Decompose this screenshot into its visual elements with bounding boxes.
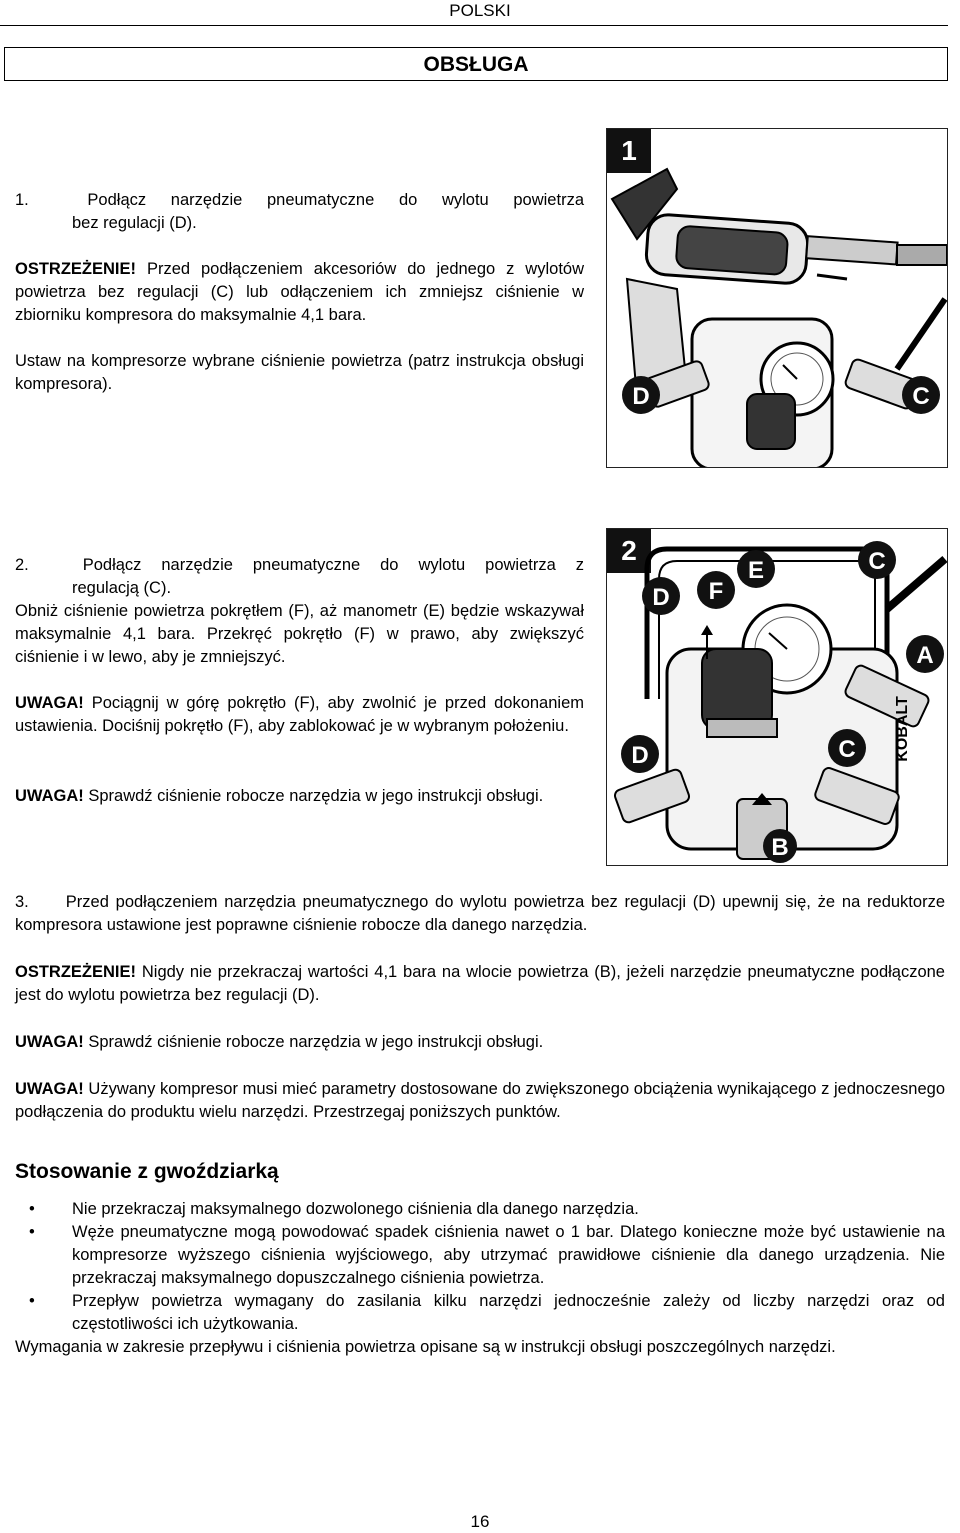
figure-2 — [606, 528, 948, 866]
step2-note2 — [15, 785, 584, 808]
step2-line2: regulacją (C). — [72, 579, 172, 597]
step3-note2-label: UWAGA! — [15, 1080, 84, 1098]
figure-2-label-c-bottom — [828, 729, 866, 767]
bullet-icon: • — [29, 1200, 35, 1218]
nailer-bullet-3 — [15, 1290, 945, 1336]
figure-2-label-d-top — [642, 577, 680, 615]
svg-text:D: D — [631, 742, 649, 769]
bullet-icon: • — [29, 1292, 35, 1310]
step1-line1-text: Podłącz narzędzie pneumatyczne do wylotu powietrza — [87, 191, 584, 209]
step1-block — [15, 189, 584, 235]
svg-text:C: C — [868, 548, 886, 575]
bullet-icon: • — [29, 1223, 35, 1241]
figure-2-label-a — [906, 635, 944, 673]
svg-text:D: D — [632, 383, 650, 410]
svg-text:C: C — [838, 736, 856, 763]
step3-warning-label: OSTRZEŻENIE! — [15, 963, 137, 981]
svg-text:F: F — [708, 578, 724, 605]
nailer-bullets — [15, 1198, 945, 1359]
step3-warning — [15, 961, 945, 1007]
step3-note2 — [15, 1078, 945, 1124]
step3-note1-text: Sprawdź ciśnienie robocze narzędzia w jego instrukcji obsługi. — [88, 1033, 544, 1051]
step3-note1 — [15, 1031, 945, 1054]
step1-instruction: Ustaw na kompresorze wybrane ciśnienie powietrza (patrz instrukcja obsługi kompresora). — [15, 352, 584, 393]
step1-line1 — [15, 189, 584, 212]
nailer-bullet-1 — [15, 1198, 945, 1221]
step2-note2-label: UWAGA! — [15, 787, 84, 805]
svg-text:A: A — [916, 642, 934, 669]
svg-text:E: E — [747, 557, 765, 584]
nailer-bullet-2-text: Węże pneumatyczne mogą powodować spadek ciśnienia nawet o 1 bar. Dlatego konieczne może być ustawienie na kompresorze wyższego ciśnienia wyjściowego, aby utrzymać prawidłowe ciśnienie dla danego urządzenia. Nie przekraczaj maksymalnego dopuszczalnego ciśnienia powietrza. — [72, 1223, 945, 1287]
figure-1-label-d — [622, 376, 660, 414]
figure-1-number: 1 — [607, 129, 651, 173]
step2-note1 — [15, 692, 584, 738]
step2-text: Obniż ciśnienie powietrza pokrętłem (F), aż manometr (E) będzie wskazywał maksymalnie 4,1 bara. Przekręć pokrętło (F) w prawo, aby zwiększyć ciśnienie i w lewo, aby je zmniejszyć. — [15, 602, 584, 666]
step2-note1-label: UWAGA! — [15, 694, 84, 712]
figure-2-number: 2 — [607, 529, 651, 573]
figure-2-label-b — [763, 829, 797, 863]
figure-1 — [606, 128, 948, 468]
step1-number: 1. — [15, 191, 29, 209]
figure-1-label-c — [902, 376, 940, 414]
figure-2-brand: KOBALT — [894, 696, 911, 762]
step2-note2-text: Sprawdź ciśnienie robocze narzędzia w jego instrukcji obsługi. — [88, 787, 544, 805]
nailer-bullet-1-text: Nie przekraczaj maksymalnego dozwolonego ciśnienia dla danego narzędzia. — [72, 1200, 639, 1218]
figure-2-label-c-top — [858, 541, 896, 579]
step1-line2: bez regulacji (D). — [72, 214, 197, 232]
step1-warning-text: Przed podłączeniem akcesoriów do jednego z wylotów powietrza bez regulacji (C) lub odłączeniem ich zmniejsz ciśnienie w zbiorniku kompresora do maksymalnie 4,1 bara. — [15, 260, 584, 324]
step3-note1-label: UWAGA! — [15, 1033, 84, 1051]
step3-text: Przed podłączeniem narzędzia pneumatycznego do wylotu powietrza bez regulacji (D) upewnij się, że na reduktorze kompresora ustawione jest poprawne ciśnienie robocze dla danego narzędzia. — [15, 893, 945, 934]
step3-note2-text: Używany kompresor musi mieć parametry dostosowane do zwiększonego obciążenia wynikającego z jednoczesnego podłączenia do produktu wielu narzędzi. Przestrzegaj poniższych punktów. — [15, 1080, 945, 1121]
nailer-bullet-2 — [15, 1221, 945, 1290]
nailer-closing: Wymagania w zakresie przepływu i ciśnienia powietrza opisane są w instrukcji obsługi poszczególnych narzędzi. — [15, 1338, 836, 1356]
step2-note1-text: Pociągnij w górę pokrętło (F), aby zwolnić je przed dokonaniem ustawienia. Dociśnij pokrętło (F), aby zablokować je w wybranym położeniu. — [15, 694, 584, 735]
svg-text:C: C — [912, 383, 930, 410]
page-number: 16 — [470, 1512, 490, 1531]
step3-warning-text: Nigdy nie przekraczaj wartości 4,1 bara na wlocie powietrza (B), jeżeli narzędzie pneumatyczne podłączone jest do wylotu powietrza bez regulacji (D). — [15, 963, 945, 1004]
nailer-bullet-3-text: Przepływ powietrza wymagany do zasilania kilku narzędzi jednocześnie zależy od liczby narzędzi oraz od częstotliwości ich użytkowania. — [72, 1292, 945, 1333]
step3-block — [15, 891, 945, 937]
svg-text:D: D — [652, 584, 670, 611]
section-title: OBSŁUGA — [4, 47, 948, 81]
step2-block — [15, 554, 584, 600]
step1-warning — [15, 258, 584, 327]
step3-number: 3. — [15, 893, 29, 911]
nailer-heading: Stosowanie z gwoździarką — [15, 1160, 279, 1183]
step2-line1 — [15, 554, 584, 577]
header-rule — [0, 25, 948, 26]
figure-2-label-e — [737, 550, 775, 588]
language-label: POLSKI — [449, 1, 511, 20]
step2-number: 2. — [15, 556, 29, 574]
figure-1-illustration — [607, 129, 947, 467]
figure-2-label-d-bottom — [621, 735, 659, 773]
figure-2-label-f — [697, 571, 735, 609]
figure-2-illustration — [607, 529, 947, 865]
step1-warning-label: OSTRZEŻENIE! — [15, 260, 137, 278]
svg-text:B: B — [771, 834, 789, 861]
step2-line1-text: Podłącz narzędzie pneumatyczne do wylotu powietrza z — [82, 556, 584, 574]
